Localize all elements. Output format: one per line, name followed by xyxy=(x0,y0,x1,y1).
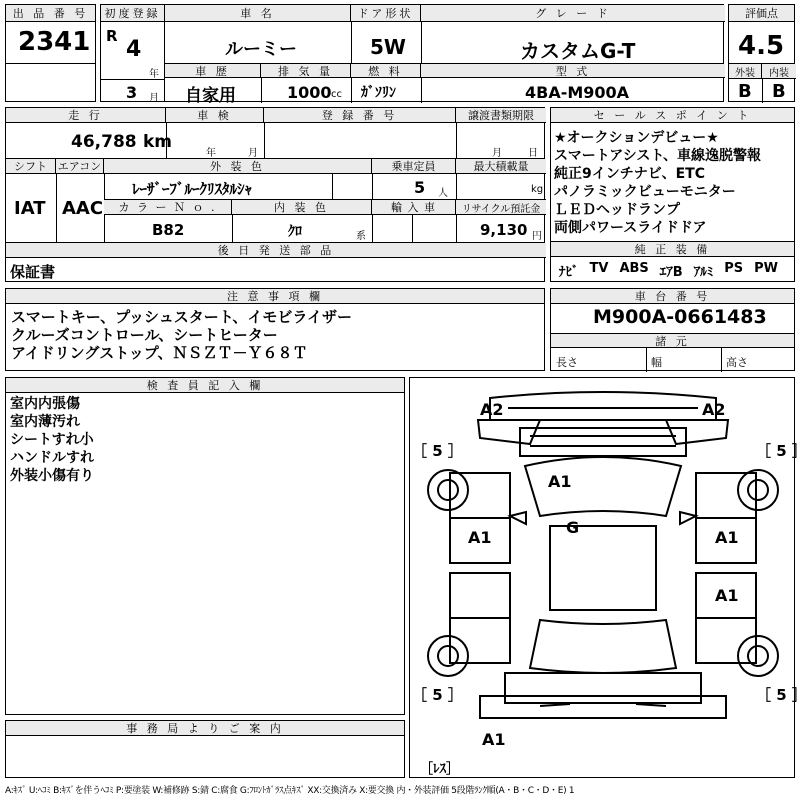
damage-mark: A1 xyxy=(715,586,739,605)
shift: IAT xyxy=(14,198,46,219)
sales-line: パノラミックビューモニター xyxy=(554,184,736,200)
capacity-unit: 人 xyxy=(438,188,448,199)
inspector-line: 外装小傷有り xyxy=(10,468,94,484)
damage-mark: A1 xyxy=(482,730,506,749)
load-label: 最大積載量 xyxy=(456,159,546,174)
door-label: ドア形状 xyxy=(351,5,421,22)
lot-box xyxy=(5,4,96,102)
first-reg-label: 初度登録 xyxy=(101,5,164,22)
equip-item: ｴｱB xyxy=(659,265,683,280)
sales-line: ★オークションデビュー★ xyxy=(554,130,719,146)
capacity-label: 乗車定員 xyxy=(372,159,456,174)
fuel: ｶﾞｿﾘﾝ xyxy=(361,85,396,101)
inspector-line: ハンドルすれ xyxy=(10,450,94,466)
score: 4.5 xyxy=(738,31,785,61)
reg-month: 3 xyxy=(126,83,138,102)
equip-item: ABS xyxy=(619,261,649,276)
score-box xyxy=(728,4,795,102)
ac-label: エアコン xyxy=(56,159,104,174)
equip-item: ﾅﾋﾞ xyxy=(559,265,579,280)
sales-points xyxy=(550,107,795,242)
recycle-label: リサイクル預託金 xyxy=(456,200,546,215)
sales-line: 純正9インチナビ、ETC xyxy=(554,166,705,182)
tire-tread: ［ 5 ］ xyxy=(756,442,807,460)
chassis-label: 車 台 番 号 xyxy=(551,289,794,304)
damage-mark: A2 xyxy=(480,400,504,419)
interior-color-label: 内 装 色 xyxy=(232,200,372,215)
sales-line: スマートアシスト、車線逸脱警報 xyxy=(554,148,762,164)
note-line: アイドリングストップ、ＮＳＺＴ－Ｙ６８Ｔ xyxy=(11,344,308,362)
width-label: 幅 xyxy=(651,356,662,369)
height-label: 高さ xyxy=(726,356,748,369)
recycle-unit: 円 xyxy=(532,231,542,242)
reg-no-label: 登 録 番 号 xyxy=(264,108,456,123)
tire-tread: ［ 5 ］ xyxy=(756,686,807,704)
spare-tire: ［ﾚｽ］ xyxy=(420,762,460,777)
mileage-unit: km xyxy=(143,132,173,152)
equipment-box xyxy=(550,241,795,282)
note-line: スマートキー、プッシュスタート、イモビライザー xyxy=(11,308,352,326)
shift-label: シフト xyxy=(6,159,56,174)
equipment-label: 純 正 装 備 xyxy=(551,242,794,257)
month-unit: 月 xyxy=(149,93,159,104)
inspector-box xyxy=(5,377,405,715)
color-label: 外 装 色 xyxy=(104,159,372,174)
spec-label: 諸 元 xyxy=(551,334,794,348)
capacity: 5 xyxy=(414,178,426,197)
mileage: 46,788 xyxy=(71,132,137,152)
model-label: 型 式 xyxy=(421,64,725,78)
door-type: 5W xyxy=(370,35,406,59)
office-label: 事 務 局 よ り ご 案 内 xyxy=(6,721,404,736)
insp-year-unit: 年 xyxy=(206,148,216,159)
sales-line: 両側パワースライドドア xyxy=(554,220,707,236)
equip-item: PW xyxy=(754,261,778,276)
reg-year: 4 xyxy=(126,37,142,62)
inspector-line: シートすれ小 xyxy=(10,432,94,448)
legend: A:ｷｽﾞ U:ﾍｺﾐ B:ｷｽﾞを伴うﾍｺﾐ P:要塗装 W:補修跡 S:錆 C:腐食 G:ﾌﾛﾝﾄｶﾞﾗｽ点ｷｽﾞ XX:交換済み X:要交換 内・外装評価 5段階ﾗﾝｸ順(A・B・C・D・E) 1 xyxy=(5,786,575,796)
color-no-label: カ ラ ー Ｎ ｏ . xyxy=(104,200,232,215)
detail-grid xyxy=(5,107,545,282)
ac: AAC xyxy=(62,198,104,219)
int-label: 内装 xyxy=(762,64,796,79)
import-label: 輸 入 車 xyxy=(372,200,456,215)
first-registration-box xyxy=(100,4,165,102)
damage-mark: A1 xyxy=(548,472,572,491)
transfer-month-unit: 月 xyxy=(492,148,502,159)
history-label: 車 歴 xyxy=(165,64,261,78)
lot-label: 出 品 番 号 xyxy=(6,5,95,22)
mileage-label: 走 行 xyxy=(6,108,166,123)
office-box xyxy=(5,720,405,778)
later-label: 後 日 発 送 部 品 xyxy=(6,243,546,258)
car-name: ルーミー xyxy=(225,39,297,60)
interior-color: ｸﾛ xyxy=(288,224,302,240)
disp-unit: cc xyxy=(331,89,342,100)
exterior-grade: B xyxy=(738,81,752,102)
displacement: 1000 xyxy=(287,83,332,102)
model-code: 4BA-M900A xyxy=(525,83,630,102)
inspector-line: 室内内張傷 xyxy=(10,396,80,412)
equip-item: TV xyxy=(589,261,609,276)
equip-item: PS xyxy=(724,261,744,276)
body-color: ﾚｰｻﾞｰﾌﾞﾙｰｸﾘｽﾀﾙｼｬ xyxy=(132,180,253,198)
chassis-box xyxy=(550,288,795,371)
equip-item: ｱﾙﾐ xyxy=(693,265,714,280)
damage-mark: A1 xyxy=(468,528,492,547)
disp-label: 排 気 量 xyxy=(261,64,351,78)
top-grid xyxy=(164,4,724,106)
recycle-fee: 9,130 xyxy=(480,221,528,239)
grade: カスタムG-T xyxy=(520,39,636,63)
inspector-line: 室内薄汚れ xyxy=(10,414,80,430)
damage-mark: A2 xyxy=(702,400,726,419)
grade-label: グ レ ー ド xyxy=(421,5,725,22)
inspection-label: 車 検 xyxy=(166,108,264,123)
sales-label: セ ー ル ス ポ イ ン ト xyxy=(551,108,794,123)
color-number: B82 xyxy=(152,221,185,239)
year-unit: 年 xyxy=(149,69,159,80)
damage-mark: G xyxy=(566,518,580,537)
inspector-label: 検 査 員 記 入 欄 xyxy=(6,378,404,393)
interior-grade: B xyxy=(772,81,786,102)
note-line: クルーズコントロール、シートヒーター xyxy=(11,326,278,344)
later-parts: 保証書 xyxy=(10,263,56,281)
damage-diagram xyxy=(409,377,807,778)
load-unit: kg xyxy=(531,184,544,195)
car-outline xyxy=(410,378,796,779)
damage-mark: A1 xyxy=(715,528,739,547)
notes-box xyxy=(5,288,545,371)
interior-color-unit: 系 xyxy=(356,231,366,242)
transfer-label: 譲渡書類期限 xyxy=(456,108,546,123)
lot-number: 2341 xyxy=(18,27,91,57)
notes-label: 注 意 事 項 欄 xyxy=(6,289,544,304)
sales-line: ＬＥＤヘッドランプ xyxy=(554,202,680,218)
score-label: 評価点 xyxy=(729,5,794,22)
fuel-label: 燃 料 xyxy=(351,64,421,78)
name-label: 車 名 xyxy=(165,5,351,22)
tire-tread: ［ 5 ］ xyxy=(412,442,463,460)
transfer-day-unit: 日 xyxy=(528,148,538,159)
era: R xyxy=(106,27,118,45)
chassis-number: M900A-0661483 xyxy=(593,306,767,328)
tire-tread: ［ 5 ］ xyxy=(412,686,463,704)
vehicle-history: 自家用 xyxy=(185,86,236,106)
length-label: 長さ xyxy=(556,356,578,369)
insp-month-unit: 月 xyxy=(248,148,258,159)
ext-label: 外装 xyxy=(729,64,762,79)
